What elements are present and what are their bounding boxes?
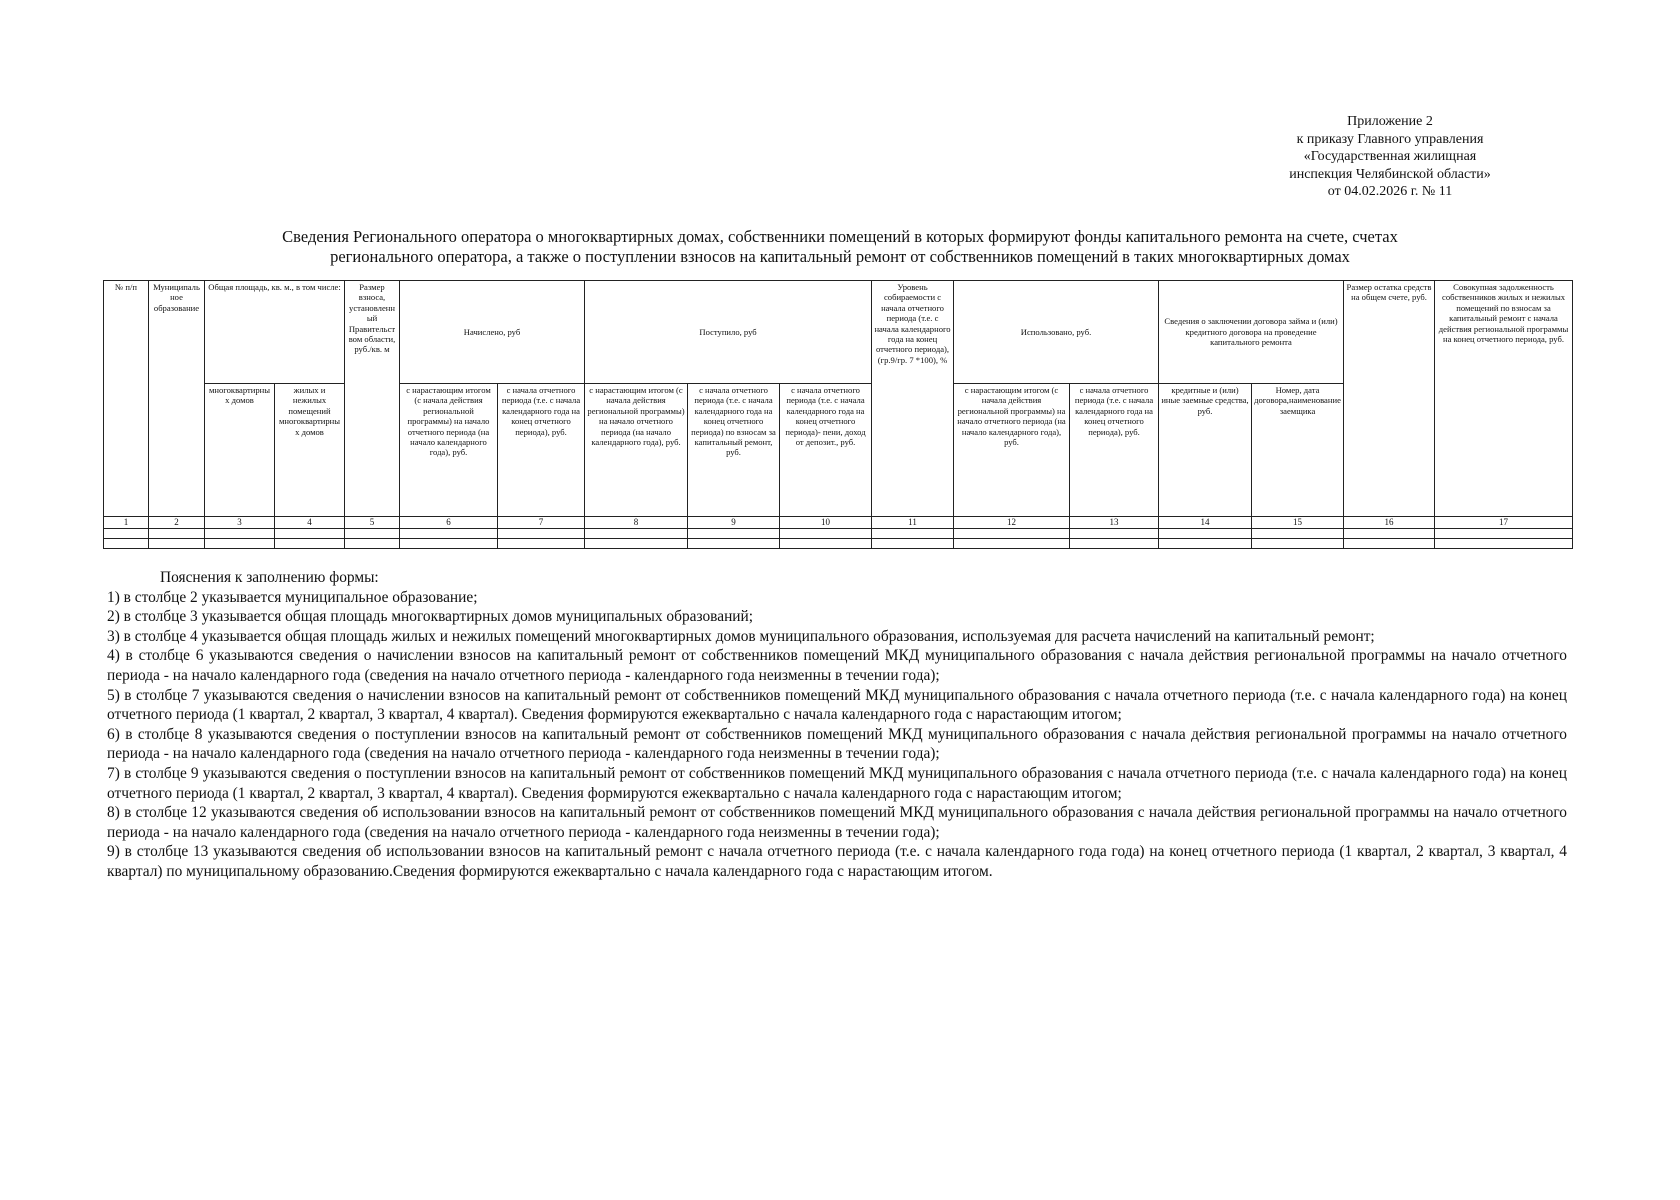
header-area-premises: жилых и нежилых помещений многоквартирных домов	[275, 384, 345, 517]
note-item: 6) в столбце 8 указываются сведения о поступлении взносов на капитальный ремонт от собственников помещений МКД муниципального образования с начала действия региональной программы на начало отчетного периода - на начало календарного года (сведения на начало отчетного периода - календарного года неизменны в течении года);	[107, 725, 1567, 763]
report-form-table	[103, 280, 1573, 549]
column-number: 16	[1344, 517, 1435, 529]
header-area-mkd: многоквартирных домов	[205, 384, 275, 517]
column-number: 7	[498, 517, 585, 529]
header-received: Поступило, руб	[585, 281, 872, 384]
header-row-1	[104, 281, 1573, 384]
appendix-line: «Государственная жилищная	[1303, 149, 1477, 164]
appendix-block	[1190, 113, 1590, 201]
empty-data-row	[104, 539, 1573, 549]
header-used: Использовано, руб.	[954, 281, 1159, 384]
header-num: № п/п	[104, 281, 149, 517]
column-number: 14	[1159, 517, 1252, 529]
note-item: 7) в столбце 9 указываются сведения о поступлении взносов на капитальный ремонт от собственников помещений МКД муниципального образования с начала отчетного периода (т.е. с начала календарного года) на конец отчетного периода (1 квартал, 2 квартал, 3 квартал, 4 квартал). Сведения формируются ежеквартально с начала календарного года с нарастающим итогом;	[107, 764, 1567, 802]
header-fee: Размер взноса, установленный Правительством области, руб./кв. м	[345, 281, 400, 517]
appendix-line: от 04.02.2026 г. № 11	[1327, 184, 1453, 199]
appendix-line: к приказу Главного управления	[1296, 131, 1484, 147]
header-loan-contract: Номер, дата договора,наименование заемщика	[1252, 384, 1344, 517]
empty-data-row	[104, 529, 1573, 539]
header-loan-funds: кредитные и (или) иные заемные средства, руб.	[1159, 384, 1252, 517]
column-number: 13	[1070, 517, 1159, 529]
note-item: 5) в столбце 7 указываются сведения о начислении взносов на капитальный ремонт от собственников помещений МКД муниципального образования с начала отчетного периода (т.е. с начала календарного года) на конец отчетного периода (1 квартал, 2 квартал, 3 квартал, 4 квартал). Сведения формируются ежеквартально с начала календарного года с нарастающим итогом;	[107, 686, 1567, 724]
note-item: 3) в столбце 4 указывается общая площадь жилых и нежилых помещений многоквартирных домов муниципального образования, используемая для расчета начислений на капитальный ремонт;	[107, 627, 1375, 645]
column-number: 15	[1252, 517, 1344, 529]
column-number: 11	[872, 517, 954, 529]
header-used-total: с нарастающим итогом (с начала действия региональной программы) на начало отчетного периода (на начало календарного года), руб.	[954, 384, 1070, 517]
header-received-period: с начала отчетного периода (т.е. с начала календарного года на конец отчетного периода) по взносам за капитальный ремонт, руб.	[688, 384, 780, 517]
header-area-group: Общая площадь, кв. м., в том числе:	[205, 281, 345, 384]
header-municipality: Муниципальное образование	[149, 281, 205, 517]
column-number: 17	[1435, 517, 1573, 529]
column-number: 10	[780, 517, 872, 529]
header-used-period: с начала отчетного периода (т.е. с начала календарного года на конец отчетного периода), руб.	[1070, 384, 1159, 517]
appendix-line: инспекция Челябинской области»	[1289, 166, 1491, 182]
header-debt: Совокупная задолженность собственников жилых и нежилых помещений по взносам за капитальный ремонт с начала действия региональной программы на конец отчетного периода, руб.	[1435, 281, 1573, 517]
header-received-total: с нарастающим итогом (с начала действия региональной программы) на начало отчетного периода (на начало календарного года), руб.	[585, 384, 688, 517]
header-received-other: с начала отчетного периода (т.е. с начала календарного года на конец отчетного периода)- пени, доход от депозит., руб.	[780, 384, 872, 517]
column-number: 6	[400, 517, 498, 529]
note-item: 1) в столбце 2 указывается муниципальное образование;	[107, 588, 478, 606]
title-line-1: Сведения Регионального оператора о многоквартирных домах, собственники помещений в которых формируют фонды капитального ремонта на счете, счетах	[282, 227, 1398, 246]
header-charged-period: с начала отчетного периода (т.е. с начала календарного года на конец отчетного периода), руб.	[498, 384, 585, 517]
note-item: 2) в столбце 3 указывается общая площадь многоквартирных домов муниципальных образований;	[107, 608, 754, 626]
note-item: 4) в столбце 6 указываются сведения о начислении взносов на капитальный ремонт от собственников помещений МКД муниципального образования с начала действия региональной программы на начало отчетного периода - на начало календарного года (сведения на начало отчетного периода - календарного года неизменны в течении года);	[107, 647, 1567, 684]
column-number: 1	[104, 517, 149, 529]
header-collection: Уровень собираемости с начала отчетного периода (т.е. с начала календарного года на конец отчетного периода),(гр.9/гр. 7 *100), %	[872, 281, 954, 517]
note-item: 9) в столбце 13 указываются сведения об использовании взносов на капитальный ремонт с начала отчетного периода (т.е. с начала календарного года года) на конец отчетного периода (1 квартал, 2 квартал, 3 квартал, 4 квартал) по муниципальному образованию.Сведения формируются ежеквартально с начала календарного года с нарастающим итогом.	[107, 843, 1567, 880]
column-number: 8	[585, 517, 688, 529]
column-number: 3	[205, 517, 275, 529]
column-number: 9	[688, 517, 780, 529]
note-item: 8) в столбце 12 указываются сведения об использовании взносов на капитальный ремонт от собственников помещений МКД муниципального образования с начала действия региональной программы на начало отчетного периода - на начало календарного года (сведения на начало отчетного периода - календарного года неизменны в течении года);	[107, 804, 1567, 841]
column-number: 2	[149, 517, 205, 529]
column-number-row	[104, 517, 1573, 529]
header-charged: Начислено, руб	[400, 281, 585, 384]
form-notes	[107, 568, 1567, 882]
document-title	[100, 227, 1580, 267]
header-charged-total: с нарастающим итогом (с начала действия региональной программы) на начало отчетного периода (на начало календарного года), руб.	[400, 384, 498, 517]
column-number: 4	[275, 517, 345, 529]
header-loan: Сведения о заключении договора займа и (или) кредитного договора на проведение капитального ремонта	[1159, 281, 1344, 384]
column-number: 12	[954, 517, 1070, 529]
notes-intro: Пояснения к заполнению формы:	[160, 569, 379, 586]
appendix-line: Приложение 2	[1347, 114, 1433, 129]
header-balance: Размер остатка средств на общем счете, руб.	[1344, 281, 1435, 517]
title-line-2: регионального оператора, а также о поступлении взносов на капитальный ремонт от собственников помещений в таких многоквартирных домах	[330, 247, 1350, 266]
column-number: 5	[345, 517, 400, 529]
